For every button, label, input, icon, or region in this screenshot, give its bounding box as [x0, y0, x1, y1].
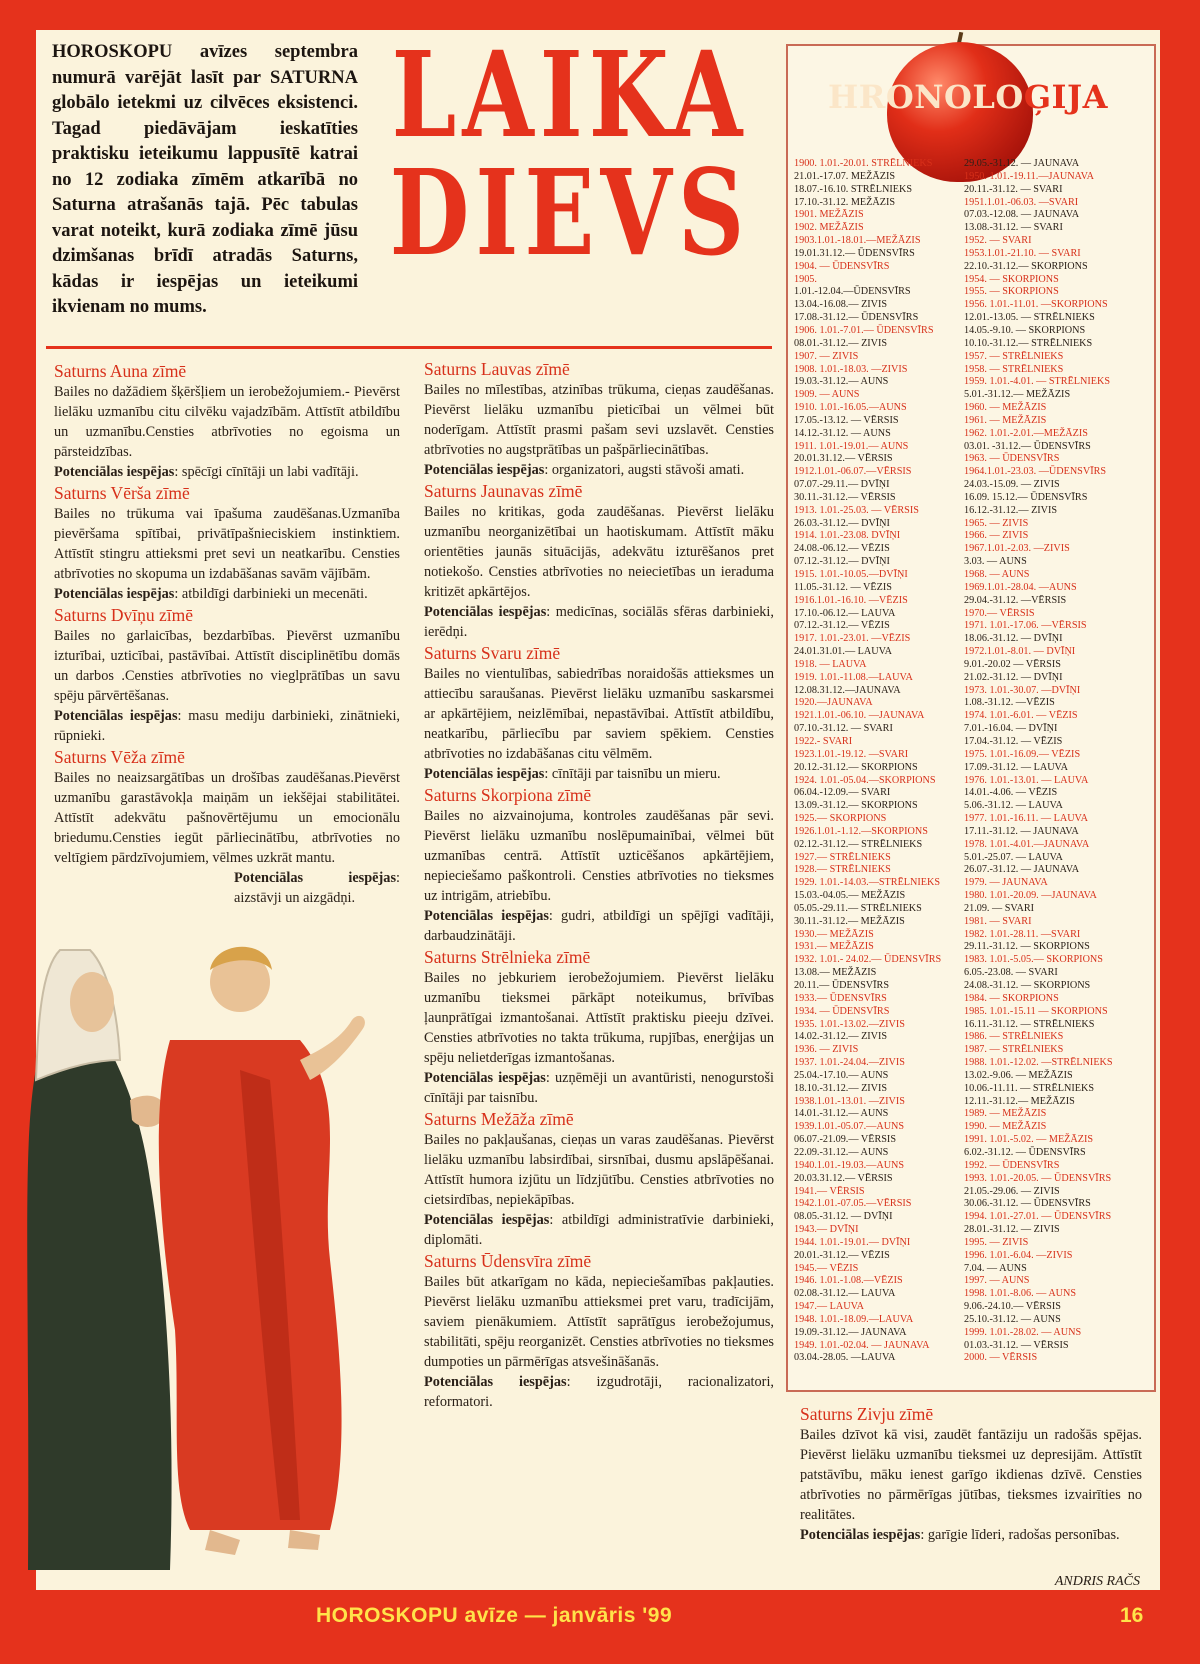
chronology-entry: 1933.— ŪDENSVĪRS — [794, 992, 887, 1004]
chronology-entry: 17.11.-31.12. — JAUNAVA — [964, 825, 1079, 837]
sign-title: Saturns Strēlnieka zīmē — [424, 947, 591, 967]
chronology-entry: 16.12.-31.12.— ZIVIS — [964, 504, 1058, 516]
chronology-entry: 1963. — ŪDENSVĪRS — [964, 453, 1060, 465]
chronology-entry: 1925.— SKORPIONS — [794, 813, 887, 825]
sign-text: Bailes no aizvainojuma, kontroles zaudēšanas pār sevi. Pievērst lielāku uzmanību noslēpumainībai, vēlmei būt uzmanības centrā. Attīstīt uzticēšanos apkārtējiem, nepieciešamo paškontroli. Censties atbrīvoties no tieksmes uz intrigām, atriebību. — [424, 808, 774, 904]
chronology-entry: 22.10.-31.12.— SKORPIONS — [964, 260, 1088, 272]
sign-text: Bailes būt atkarīgam no kāda, nepieciešamības pakļauties. Pievērst lielāku uzmanību attieksmei pret varu, tradīcijām, saviem pienākumiem. Attīstīt saprātīgus ierobežojumus, stabilitāti, spēju reorganizēt. Censties atbrīvoties no tieksmes dumpoties un pārmērīgas atsvešināšanās. — [424, 1274, 774, 1370]
sign-section — [54, 604, 400, 746]
chronology-entry: 20.01.-31.12.— VĒZIS — [794, 1249, 890, 1261]
chronology-entry: 1983. 1.01.-5.05.— SKORPIONS — [964, 954, 1103, 966]
chronology-entry: 1904. — ŪDENSVĪRS — [794, 260, 890, 272]
sign-potential: Potenciālas iespējas: gudri, atbildīgi un spējīgi vadītāji, darbaudzinātāji. — [424, 908, 774, 944]
chronology-entry: 1971. 1.01.-17.06. —VĒRSIS — [964, 620, 1087, 632]
chronology-entry: 9.01.-20.02 — VĒRSIS — [964, 658, 1061, 670]
sign-potential: Potenciālas iespējas: atbildīgi darbinieki un mecenāti. — [54, 586, 368, 602]
sign-text: Bailes no pakļaušanas, cieņas un varas zaudēšanas. Pievērst lielāku uzmanību labsirdībai, sirsnībai, dusmu apslāpēšanai. Attīstīt humora izjūtu un līdzjūtību. Censties atbrīvoties no cietsirdības, nepiekāpības. — [424, 1132, 774, 1208]
chronology-entry: 26.03.-31.12.— DVĪŅI — [794, 517, 890, 529]
chronology-entry: 1974. 1.01.-6.01. — VĒZIS — [964, 710, 1078, 722]
chronology-entry: 1968. — AUNS — [964, 569, 1030, 580]
chronology-entry: 7.04. — AUNS — [964, 1262, 1027, 1274]
chronology-entry: 1900. 1.01.-20.01. STRĒLNIEKS — [794, 158, 933, 169]
chronology-entry: 08.01.-31.12.— ZIVIS — [794, 337, 888, 349]
sign-title: Saturns Vērša zīmē — [54, 483, 190, 503]
chronology-entry: 30.11.-31.12.— VĒRSIS — [794, 491, 896, 503]
sign-section — [54, 482, 400, 604]
chronology-entry: 18.07.-16.10. STRĒLNIEKS — [794, 183, 913, 195]
chronology-entry: 1979. — JAUNAVA — [964, 877, 1048, 889]
chronology-entry: 1969.1.01.-28.04. —AUNS — [964, 581, 1077, 593]
chronology-entry: 24.03.-15.09. — ZIVIS — [964, 479, 1060, 491]
sign-text: Bailes no jebkuriem ierobežojumiem. Pievērst lielāku uzmanību tieksmei pārkāpt noteikumus, brīvības ļaunprātīgai izmantošanai. Attīstīt praktisku pieeju dzīvei. Censties atbrīvoties no takta trūkuma, rupjības, enerģijas un spēju nelietderīgas izmantošanas. — [424, 970, 774, 1066]
chronology-entry: 1961. — MEŽĀZIS — [964, 414, 1047, 426]
chronology-entry: 19.09.-31.12.— JAUNAVA — [794, 1326, 907, 1338]
chronology-entry: 08.05.-31.12. — DVĪŅI — [794, 1211, 893, 1223]
chronology-entry: 1948. 1.01.-18.09.—LAUVA — [794, 1313, 914, 1325]
chronology-entry: 1953.1.01.-21.10. — SVARI — [964, 247, 1081, 259]
chronology-entry: 1986. — STRĒLNIEKS — [964, 1031, 1064, 1043]
chronology-entry: 1916.1.01.-16.10. —VĒZIS — [794, 594, 908, 606]
chronology-entry: 17.09.-31.12. — LAUVA — [964, 761, 1068, 773]
chronology-entry: 1993. 1.01.-20.05. — ŪDENSVĪRS — [964, 1172, 1112, 1184]
sign-section — [424, 480, 774, 642]
chronology-entry: 1.08.-31.12. —VĒZIS — [964, 697, 1055, 709]
chronology-entry: 17.05.-13.12. — VĒRSIS — [794, 414, 899, 426]
chronology-entry: 19.01.31.12.— ŪDENSVĪRS — [794, 247, 915, 259]
chronology-entry: 17.10.-06.12.— LAUVA — [794, 607, 896, 619]
sign-title: Saturns Lauvas zīmē — [424, 359, 570, 379]
chronology-entry: 1982. 1.01.-28.11. —SVARI — [964, 928, 1081, 940]
chronology-entry: 25.10.-31.12. — AUNS — [964, 1313, 1061, 1325]
chronology-entry: 1964.1.01.-23.03. —ŪDENSVĪRS — [964, 466, 1107, 478]
sign-potential: Potenciālas iespējas: organizatori, augsti stāvoši amati. — [424, 462, 745, 478]
column-1 — [54, 360, 400, 908]
chronology-right-column — [964, 158, 1146, 1365]
chronology-entry: 28.01.-31.12. — ZIVIS — [964, 1224, 1060, 1236]
chronology-entry: 5.01.-31.12.— MEŽĀZIS — [964, 389, 1071, 401]
chronology-entry: 21.01.-17.07. MEŽĀZIS — [794, 170, 896, 182]
chronology-entry: 30.11.-31.12.— MEŽĀZIS — [794, 915, 905, 927]
chronology-entry: 20.11.-31.12. — SVARI — [964, 183, 1063, 195]
chronology-entry: 1915. 1.01.-10.05.—DVĪŅI — [794, 569, 908, 580]
sign-section — [54, 360, 400, 482]
chronology-entry: 1932. 1.01.- 24.02.— ŪDENSVĪRS — [794, 954, 942, 966]
sign-text: Bailes no dažādiem šķēršļiem un ierobežojumiem.- Pievērst lielāku uzmanību citu cilvēku vajadzībām. Attīstīt atbildību un uzmanību.Censties atbrīvoties no egoisma un pārsteidzības. — [54, 384, 400, 460]
chronology-entry: 14.01.-31.12.— AUNS — [794, 1108, 889, 1120]
chronology-entry: 26.07.-31.12. — JAUNAVA — [964, 864, 1080, 876]
man-feet — [205, 1530, 320, 1555]
chronology-entry: 1927.— STRĒLNIEKS — [794, 851, 891, 863]
sign-section — [424, 946, 774, 1108]
chronology-entry: 20.12.-31.12.— SKORPIONS — [794, 761, 918, 773]
chronology-entry: 1980. 1.01.-20.09. —JAUNAVA — [964, 890, 1097, 902]
chronology-entry: 20.01.31.12.— VĒRSIS — [794, 453, 893, 465]
sign-section — [424, 784, 774, 946]
chronology-entry: 14.05.-9.10. — SKORPIONS — [964, 324, 1086, 336]
chronology-entry: 1995. — ZIVIS — [964, 1236, 1029, 1248]
chronology-entry: 1966. — ZIVIS — [964, 530, 1029, 542]
chronology-entry: 1960. — MEŽĀZIS — [964, 402, 1047, 414]
chronology-entry: 1936. — ZIVIS — [794, 1044, 859, 1056]
chronology-title: HRONOLOĢIJA — [828, 78, 1108, 116]
chronology-entry: 1945.— VĒZIS — [794, 1262, 859, 1274]
sign-text: Bailes no garlaicības, bezdarbības. Pievērst uzmanību izturībai, uzticībai, pastāvībai. Attīstīt disciplinētību domās un darbos .Censties atbrīvoties no vieglprātības un savu spēju pārvērtēšanas. — [54, 628, 400, 704]
chronology-entry: 12.01.-13.05. — STRĒLNIEKS — [964, 312, 1095, 324]
chronology-entry: 29.04.-31.12. —VĒRSIS — [964, 594, 1067, 606]
header-divider — [46, 346, 772, 349]
headline — [362, 25, 778, 283]
sign-title: Saturns Skorpiona zīmē — [424, 785, 592, 805]
sign-text: Bailes no kritikas, goda zaudēšanas. Pievērst lielāku uzmanību neorganizētībai un haotiskumam. Attīstīt māku orientēties jaunās situācijās, adekvātu izturēšanos pret notiekošo. Censties atbrīvoties no neiecietības un ieraduma kritizēt apkārtējos. — [424, 504, 774, 600]
chronology-entry: 11.05.-31.12. — VĒZIS — [794, 581, 892, 593]
chronology-entry: 1928.— STRĒLNIEKS — [794, 864, 891, 876]
chronology-entry: 1935. 1.01.-13.02.—ZIVIS — [794, 1018, 905, 1030]
chronology-entry: 1944. 1.01.-19.01.— DVĪŅI — [794, 1236, 911, 1248]
chronology-entry: 1970.— VĒRSIS — [964, 607, 1035, 619]
chronology-entry: 03.01. -31.12.— ŪDENSVĪRS — [964, 440, 1091, 452]
chronology-entry: 1934. — ŪDENSVĪRS — [794, 1005, 890, 1017]
chronology-entry: 17.08.-31.12.— ŪDENSVĪRS — [794, 312, 919, 324]
chronology-entry: 07.07.-29.11.— DVĪŅI — [794, 479, 890, 491]
chronology-left-column — [794, 158, 966, 1365]
chronology-entry: 21.02.-31.12. — DVĪŅI — [964, 671, 1063, 683]
chronology-entry: 1931.— MEŽĀZIS — [794, 941, 874, 953]
chronology-entry: 10.10.-31.12.— STRĒLNIEKS — [964, 337, 1093, 349]
headline-line-2: DIEVS — [389, 143, 751, 283]
chronology-entry: 1911. 1.01.-19.01.— AUNS — [794, 440, 909, 452]
chronology-entry: 1947.— LAUVA — [794, 1301, 864, 1313]
chronology-entry: 1930.— MEŽĀZIS — [794, 928, 874, 940]
chronology-entry: 13.09.-31.12.— SKORPIONS — [794, 800, 918, 812]
chronology-entry: 22.09.-31.12.— AUNS — [794, 1146, 889, 1158]
intro-paragraph: HOROSKOPU avīzes septembra numurā varējāt lasīt par SATURNA globālo ietekmi uz cilvēces eksistenci. Tagad piedāvājam ieskatīties praktisku ieteikumu lappusītē katrai no 12 zodiaka zīmēm atkarībā no Saturna atrašanās tajā. Pēc tabulas varat noteikt, kurā zodiaka zīmē jūsu dzimšanas brīdī atradās Saturns, kādas ir iespējas un ieteikumi ikvienam no mums. — [52, 42, 358, 317]
chronology-entry: 13.08.— MEŽĀZIS — [794, 967, 877, 979]
chronology-entry: 1926.1.01.-1.12.—SKORPIONS — [794, 825, 928, 837]
chronology-entry: 29.11.-31.12. — SKORPIONS — [964, 941, 1090, 953]
column-2 — [424, 358, 774, 1412]
chronology-entry: 16.11.-31.12. — STRĒLNIEKS — [964, 1018, 1095, 1030]
sign-potential: Potenciālas iespējas: aizstāvji un aizgādņi. — [234, 870, 400, 906]
sign-section — [424, 358, 774, 480]
chronology-entry: 1989. — MEŽĀZIS — [964, 1108, 1047, 1120]
chronology-entry: 1954. — SKORPIONS — [964, 273, 1059, 285]
chronology-entry: 13.08.-31.12. — SVARI — [964, 222, 1063, 234]
chronology-entry: 1952. — SVARI — [964, 235, 1032, 247]
chronology-entry: 01.03.-31.12. — VĒRSIS — [964, 1339, 1069, 1351]
figures-illustration — [0, 930, 430, 1570]
chronology-entry: 30.06.-31.12. — ŪDENSVĪRS — [964, 1198, 1091, 1210]
chronology-entry: 02.08.-31.12.— LAUVA — [794, 1288, 896, 1300]
sign-title: Saturns Ūdensvīra zīmē — [424, 1251, 592, 1271]
chronology-entry: 1914. 1.01.-23.08. DVĪŅI — [794, 530, 901, 542]
sign-section — [424, 1250, 774, 1412]
sign-title: Saturns Dvīņu zīmē — [54, 605, 194, 625]
chronology-entry: 1929. 1.01.-14.03.—STRĒLNIEKS — [794, 877, 941, 889]
chronology-entry: 1975. 1.01.-16.09.— VĒZIS — [964, 748, 1081, 760]
chronology-entry: 1949. 1.01.-02.04. — JAUNAVA — [794, 1339, 930, 1351]
chronology-entry: 1999. 1.01.-28.02. — AUNS — [964, 1326, 1082, 1338]
author: ANDRIS RAČS — [1054, 1574, 1140, 1589]
chronology-entry: 1978. 1.01.-4.01.—JAUNAVA — [964, 838, 1090, 850]
chronology-entry: 1962. 1.01.-2.01.—MEŽĀZIS — [964, 427, 1088, 439]
chronology-entry: 17.10.-31.12. MEŽĀZIS — [794, 196, 896, 208]
sign-potential: Potenciālas iespējas: uzņēmēji un avantūristi, nenogurstoši cīnītāji par taisnību. — [424, 1070, 774, 1106]
chronology-entry: 14.01.-4.06. — VĒZIS — [964, 787, 1058, 799]
chronology-entry: 1922.- SVARI — [794, 735, 853, 747]
page-number: 16 — [1120, 1604, 1144, 1627]
chronology-entry: 6.05.-23.08. — SVARI — [964, 967, 1058, 979]
sign-potential: Potenciālas iespējas: cīnītāji par taisnību un mieru. — [424, 766, 721, 782]
chronology-entry: 1913. 1.01.-25.03. — VĒRSIS — [794, 504, 919, 516]
chronology-entry: 1907. — ZIVIS — [794, 350, 859, 362]
chronology-entry: 1919. 1.01.-11.08.—LAUVA — [794, 671, 913, 683]
chronology-entry: 1924. 1.01.-05.04.—SKORPIONS — [794, 774, 936, 786]
chronology-entry: 10.06.-11.11. — STRĒLNIEKS — [964, 1082, 1094, 1094]
chronology-entry: 1902. MEŽĀZIS — [794, 222, 864, 234]
chronology-entry: 1920.—JAUNAVA — [794, 697, 873, 709]
chronology-entry: 1950. 1.01.-19.11.—JAUNAVA — [964, 170, 1094, 182]
chronology-entry: 14.02.-31.12.— ZIVIS — [794, 1031, 888, 1043]
chronology-entry: 07.03.-12.08. — JAUNAVA — [964, 209, 1080, 221]
chronology-entry: 1951.1.01.-06.03. —SVARI — [964, 196, 1079, 208]
headline-line-1: LAIKA — [391, 25, 749, 165]
chronology-entry: 1946. 1.01.-1.08.—VĒZIS — [794, 1275, 903, 1287]
chronology-entry: 18.06.-31.12. — DVĪŅI — [964, 633, 1063, 645]
chronology-entry: 1.01.-12.04.—ŪDENSVĪRS — [794, 286, 911, 298]
chronology-entry: 1985. 1.01.-15.11 — SKORPIONS — [964, 1005, 1108, 1017]
chronology-entry: 24.08.-31.12. — SKORPIONS — [964, 980, 1091, 991]
chronology-entry: 12.08.31.12.—JAUNAVA — [794, 684, 901, 696]
chronology-entry: 1909. — AUNS — [794, 389, 860, 401]
sign-potential: Potenciālas iespējas: atbildīgi administratīvie darbinieki, diplomāti. — [424, 1212, 774, 1248]
chronology-entry: 1997. — AUNS — [964, 1275, 1030, 1287]
chronology-entry: 1910. 1.01.-16.05.—AUNS — [794, 402, 907, 414]
chronology-entry: 1996. 1.01.-6.04. —ZIVIS — [964, 1249, 1073, 1261]
chronology-entry: 1956. 1.01.-11.01. —SKORPIONS — [964, 299, 1108, 311]
chronology-entry: 1959. 1.01.-4.01. — STRĒLNIEKS — [964, 376, 1111, 388]
chronology-entry: 1955. — SKORPIONS — [964, 286, 1059, 298]
chronology-entry: 5.01.-25.07. — LAUVA — [964, 851, 1063, 863]
woman-robe — [27, 1050, 171, 1570]
chronology-entry: 1965. — ZIVIS — [964, 517, 1029, 529]
chronology-entry: 2000. — VĒRSIS — [964, 1352, 1038, 1364]
sign-title: Saturns Vēža zīmē — [54, 747, 185, 767]
pisces-section — [800, 1403, 1142, 1545]
chronology-entry: 1998. 1.01.-8.06. — AUNS — [964, 1288, 1077, 1300]
sign-title: Saturns Auna zīmē — [54, 361, 187, 381]
chronology-entry: 9.06.-24.10.— VĒRSIS — [964, 1301, 1061, 1313]
chronology-entry: 1994. 1.01.-27.01. — ŪDENSVĪRS — [964, 1211, 1112, 1223]
chronology-entry: 18.10.-31.12.— ZIVIS — [794, 1082, 888, 1094]
chronology-entry: 1973. 1.01.-30.07. —DVĪŅI — [964, 684, 1081, 696]
chronology-entry: 24.08.-06.12.— VĒZIS — [794, 543, 890, 555]
chronology-entry: 25.04.-17.10.— AUNS — [794, 1069, 889, 1081]
chronology-entry: 07.12.-31.12.— VĒZIS — [794, 620, 890, 632]
sign-potential: Potenciālas iespējas: garīgie līderi, radošas personības. — [800, 1527, 1120, 1543]
chronology-entry: 1984. — SKORPIONS — [964, 992, 1059, 1004]
chronology-entry: 1991. 1.01.-5.02. — MEŽĀZIS — [964, 1134, 1094, 1146]
chronology-entry: 13.02.-9.06. — MEŽĀZIS — [964, 1069, 1073, 1081]
woman-face — [70, 972, 114, 1032]
chronology-entry: 1917. 1.01.-23.01. —VĒZIS — [794, 633, 911, 645]
chronology-entry: 1987. — STRĒLNIEKS — [964, 1044, 1064, 1056]
chronology-entry: 1972.1.01.-8.01. — DVĪŅI — [964, 646, 1076, 658]
sign-title: Saturns Jaunavas zīmē — [424, 481, 583, 501]
chronology-entry: 1923.1.01.-19.12. —SVARI — [794, 748, 909, 760]
chronology-entry: 06.07.-21.09.— VĒRSIS — [794, 1134, 896, 1146]
chronology-entry: 1901. MEŽĀZIS — [794, 209, 864, 221]
chronology-entry: 5.06.-31.12. — LAUVA — [964, 800, 1063, 812]
chronology-entry: 02.12.-31.12.— STRĒLNIEKS — [794, 838, 923, 850]
chronology-entry: 1976. 1.01.-13.01. — LAUVA — [964, 774, 1089, 786]
sign-title: Saturns Mežāža zīmē — [424, 1109, 574, 1129]
sign-text: Bailes no trūkuma vai īpašuma zaudēšanas.Uzmanība pievēršama spītībai, privātīpašnieciskiem instinktiem. Attīstīt stingru attieksmi pret sevi un neatkarību. Censties atbrīvoties no skopuma un izdabāšanas savām vājībām. — [54, 506, 400, 582]
chronology-entry: 13.04.-16.08.— ZIVIS — [794, 299, 888, 311]
chronology-entry: 07.10.-31.12. — SVARI — [794, 723, 893, 735]
chronology-entry: 1938.1.01.-13.01. —ZIVIS — [794, 1095, 905, 1107]
chronology-entry: 07.12.-31.12.— DVĪŅI — [794, 556, 890, 568]
chronology-entry: 12.11.-31.12.— MEŽĀZIS — [964, 1095, 1075, 1107]
sign-text: Bailes no vientulības, sabiedrības noraidošās attieksmes un attiecību saraušanas. Pievērst lielāku uzmanību saskarsmei ar apkārtējiem, neizlēmībai, nepastāvībai. Attīstīt atbildību, neatkarību, pārliecību par saviem spēkiem. Censties atbrīvoties no izdabāšanas citu vēlmēm. — [424, 666, 774, 762]
sign-text: Bailes no neaizsargātības un drošības zaudēšanas.Pievērst uzmanību garastāvokļa maiņām un iekšējai stabilitātei. Attīstīt adekvātu pašnovērtējumu un emocionālu briedumu.Censties iegūt pārliecinātību, atbrīvoties no veltīgiem pārdzīvojumiem, vēlmes uzkrāt mantu. — [54, 770, 400, 866]
chronology-entry: 16.09. 15.12.— ŪDENSVĪRS — [964, 491, 1088, 503]
chronology-entry: 1957. — STRĒLNIEKS — [964, 350, 1064, 362]
chronology-entry: 21.09. — SVARI — [964, 902, 1035, 914]
chronology-entry: 1990. — MEŽĀZIS — [964, 1121, 1047, 1133]
chronology-entry: 1905. — [794, 273, 817, 285]
chronology-entry: 1940.1.01.-19.03.—AUNS — [794, 1159, 905, 1171]
chronology-entry: 1939.1.01.-05.07.—AUNS — [794, 1121, 905, 1133]
sign-section — [424, 642, 774, 784]
sign-text: Bailes no mīlestības, atzinības trūkuma, cieņas zaudēšanas. Pievērst lielāku uzmanību pieticībai un vēlmei būt noderīgam. Attīstīt prasmi pašam sevi uzslavēt. Censties atbrīvoties no augstprātības un pašpārliecinātības. — [424, 382, 774, 458]
chronology-entry: 1943.— DVĪŅI — [794, 1224, 859, 1236]
chronology-entry: 1908. 1.01.-18.03. —ZIVIS — [794, 363, 908, 375]
chronology-entry: 1958. — STRĒLNIEKS — [964, 363, 1064, 375]
chronology-entry: 1967.1.01.-2.03. —ZIVIS — [964, 543, 1070, 555]
chronology-entry: 06.04.-12.09.— SVARI — [794, 787, 891, 799]
chronology-entry: 1921.1.01.-06.10. —JAUNAVA — [794, 710, 925, 722]
footer-title: HOROSKOPU avīze — janvāris '99 — [316, 1604, 673, 1627]
sign-section — [424, 1108, 774, 1250]
sign-text: Bailes dzīvot kā visi, zaudēt fantāziju un radošās spējas. Pievērst lielāku uzmanību tieksmei uz depresijām. Attīstīt patstāvību, māku ienest garīgo ikdienas dzīvē. Censties atbrīvoties no pārmērīgas jūtības, tieksmes izvairīties no realitātes. — [800, 1427, 1142, 1523]
chronology-entry: 7.01.-16.04. — DVĪŅI — [964, 723, 1058, 735]
chronology-entry: 1992. — ŪDENSVĪRS — [964, 1159, 1060, 1171]
chronology-entry: 17.04.-31.12. — VĒZIS — [964, 735, 1063, 747]
chronology-entry: 1937. 1.01.-24.04.—ZIVIS — [794, 1057, 905, 1069]
sign-potential: Potenciālas iespējas: izgudrotāji, racionalizatori, reformatori. — [424, 1374, 774, 1410]
sign-title: Saturns Zivju zīmē — [800, 1404, 934, 1424]
chronology-entry: 1977. 1.01.-16.11. — LAUVA — [964, 813, 1088, 825]
chronology-entry: 19.03.-31.12.— AUNS — [794, 376, 889, 388]
chronology-entry: 1942.1.01.-07.05.—VĒRSIS — [794, 1198, 912, 1210]
chronology-entry: 29.05.-31.12. — JAUNAVA — [964, 158, 1080, 169]
chronology-entry: 3.03. — AUNS — [964, 556, 1027, 568]
chronology-entry: 03.04.-28.05. —LAUVA — [794, 1352, 896, 1364]
sign-potential: Potenciālas iespējas: masu mediju darbinieki, zinātnieki, rūpnieki. — [54, 708, 400, 744]
chronology-entry: 1918. — LAUVA — [794, 658, 867, 670]
sign-potential: Potenciālas iespējas: medicīnas, sociālās sfēras darbinieki, ierēdņi. — [424, 604, 774, 640]
chronology-entry: 05.05.-29.11.— STRĒLNIEKS — [794, 902, 922, 914]
sign-title: Saturns Svaru zīmē — [424, 643, 561, 663]
chronology-entry: 1912.1.01.-06.07.—VĒRSIS — [794, 466, 912, 478]
chronology-entry: 15.03.-04.05.— MEŽĀZIS — [794, 890, 906, 902]
sign-potential: Potenciālas iespējas: spēcīgi cīnītāji un labi vadītāji. — [54, 464, 359, 480]
chronology-entry: 1941.— VĒRSIS — [794, 1185, 865, 1197]
chronology-entry: 1903.1.01.-18.01.—MEŽĀZIS — [794, 235, 921, 247]
chronology-entry: 1981. — SVARI — [964, 915, 1032, 927]
chronology-entry: 14.12.-31.12. — AUNS — [794, 427, 891, 439]
sign-section — [54, 746, 400, 908]
chronology-entry: 1906. 1.01.-7.01.— ŪDENSVĪRS — [794, 324, 934, 336]
chronology-entry: 20.11.— ŪDENSVĪRS — [794, 980, 889, 991]
chronology-entry: 21.05.-29.06. — ZIVIS — [964, 1185, 1060, 1197]
chronology-entry: 6.02.-31.12. — ŪDENSVĪRS — [964, 1146, 1086, 1158]
chronology-entry: 20.03.31.12.— VĒRSIS — [794, 1172, 893, 1184]
chronology-entry: 24.01.31.01.— LAUVA — [794, 646, 893, 658]
man-arm — [300, 1016, 365, 1080]
chronology-entry: 1988. 1.01.-12.02. —STRĒLNIEKS — [964, 1057, 1113, 1069]
